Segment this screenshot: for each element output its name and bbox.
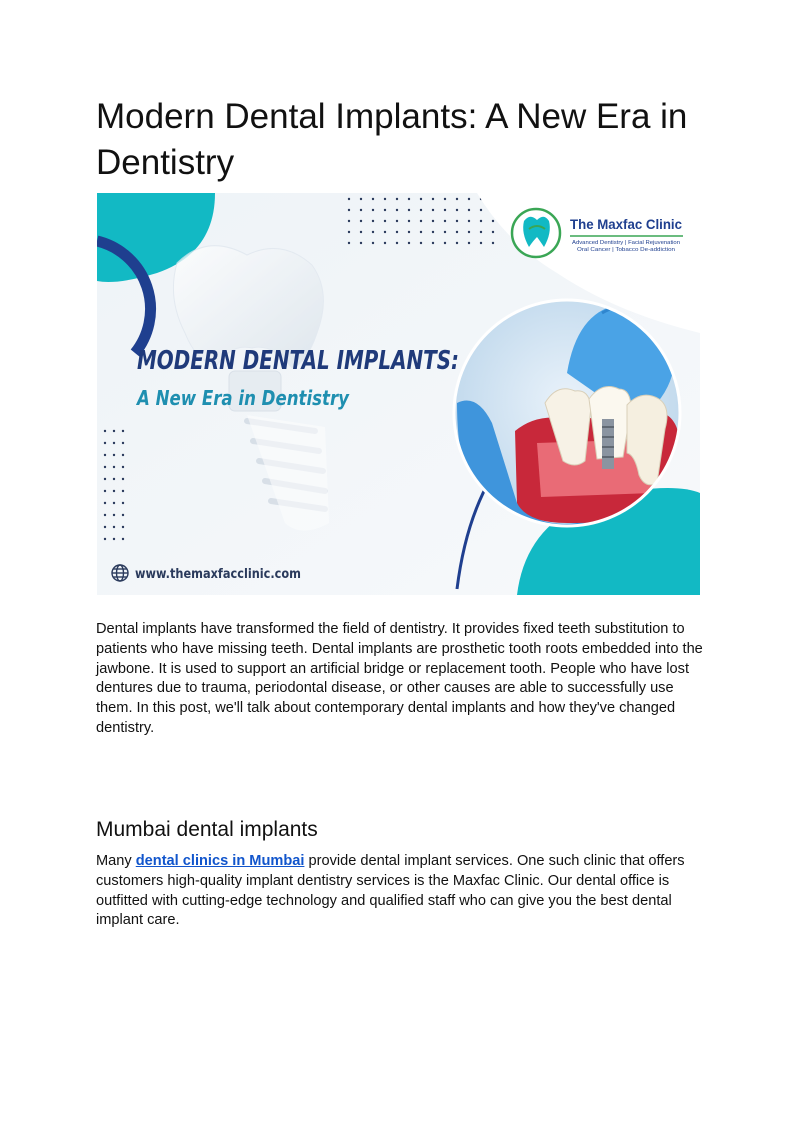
section-heading: Mumbai dental implants — [96, 818, 318, 841]
banner-subheadline: A New Era in Dentistry — [135, 386, 350, 410]
clinic-tagline-1: Advanced Dentistry | Facial Rejuvenation — [572, 240, 680, 246]
banner-headline: MODERN DENTAL IMPLANTS: — [137, 346, 459, 376]
section-text-before: Many — [96, 853, 136, 869]
clinic-tagline-2: Oral Cancer | Tobacco De-addiction — [577, 247, 675, 253]
dental-clinics-link[interactable]: dental clinics in Mumbai — [135, 853, 305, 869]
website-url: www.themaxfacclinic.com — [135, 567, 301, 582]
clinic-name: The Maxfac Clinic — [570, 216, 683, 232]
banner-website — [112, 565, 301, 582]
banner-image — [97, 193, 700, 595]
intro-paragraph: Dental implants have transformed the field of dentistry. It provides fixed teeth substitution to patients who have missing teeth. Dental implants are prosthetic tooth roots embedded into the jawbone. It is used to support an artificial bridge or replacement tooth. People who have lost dentures due to trauma, periodontal disease, or other causes are able to successfully use them. In this post, we'll talk about contemporary dental implants and how they've changed dentistry. — [96, 621, 703, 736]
page-title: Modern Dental Implants: A New Era in Dentistry — [96, 97, 688, 182]
section-text-after: provide dental implant services. One such clinic that offers customers high-quality implant dentistry services is the Maxfac Clinic. Our dental office is outfitted with cutting-edge technology and qualified staff who can give you the best dental implant care. — [96, 853, 685, 929]
section-paragraph — [96, 852, 706, 931]
